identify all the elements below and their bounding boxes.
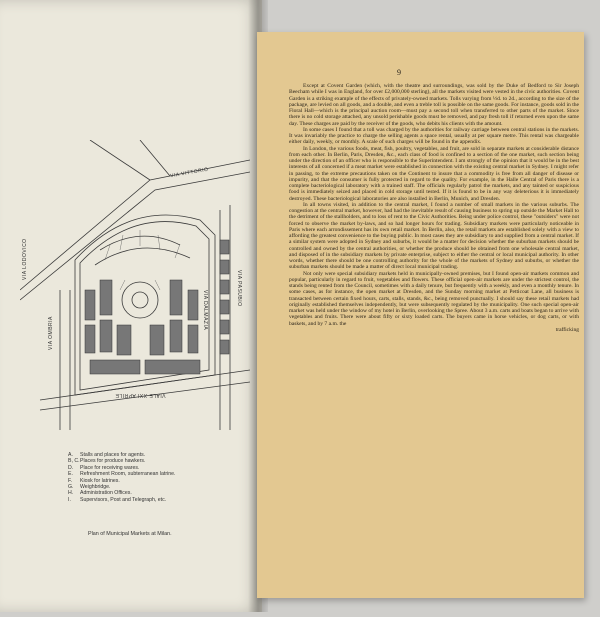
map-caption: Plan of Municipal Markets at Milan. xyxy=(88,531,172,537)
street-label: VIA LODOVICO xyxy=(22,238,28,280)
market-plan-drawing xyxy=(20,140,250,430)
paragraph: Not only were special subsidiary markets held in municipally-owned premises, but I found open-air markets common and popular, particularly in regard to fruit, vegetables and flowers. These official open-air markets are under the strictest control, the stands being rented from the Council, sometimes with a daily tenure, but frequently with a weekly, and even a monthly tenure. In some cases, as for instance, the open market at Dresden, and the Sunday morning market at Petticoat Lane, all business is transacted between certain fixed hours, carts, stalls, stands, &c., being removed punctually. I should say these retail markets had originally established themselves independently, but were subsequently regulated by the municipality. One such special open-air market was held under the window of my hotel in Berlin, overlooking the Spree. About 3 a.m. carts and boats began to arrive with vegetables and fruits. There were about fifty or sixty loaded carts. The buyers came in horse vehicles, or dog carts, or with baskets, and by 7 a.m. the xyxy=(289,270,579,327)
paragraph: Except at Covent Garden (which, with the theatre and surroundings, was sold by the Duke of Bedford to Sir Joseph Beecham while I was in England, for over £2,000,000 sterling), all the markets visited were vested in the civic authorities. Covent Garden is a striking example of the effects of privately-owned markets. Tolls varying from ½d. to 2d., according to the size of the package, are levied on all goods, and a double, and even a treble toll is possible on the same goods. For instance, goods sold in the Floral Hall—which is the principal auction room—must pay a second toll when transferred to other parts of the market. Since there is no cold storage attached, any unsold perishable goods must be removed, and pay fresh toll if returned even upon the same day. These charges are paid by the receiver of the goods, who debits his clients with the amount. xyxy=(289,83,579,127)
body-text xyxy=(289,83,579,583)
paragraph: In all towns visited, in addition to the central market, I found a number of small markets in the various suburbs. The congestion at the central market, however, had had the inevitable result of causing business to spring up outside the Market Hall to the detriment of the stallholders, and to loss of rent to the Civic Authorities. Being under police control, these "outsiders" were not forced to observe the market by-laws, and so had longer hours for trading. Subsidiary markets were particularly noticeable in Paris where each arrondissement has its own retail market. In Berlin, also, the retail markets are established solely with a view to affording the greatest convenience to the buying public. In most cases they are subsidiary to and supplied from a central market. If a similar system were adopted in Sydney and suburbs, it would be a matter for decision whether the suburban markets should be controlled and owned by the central authorities, or whether the produce should be obtained from one wholesale central market, and disposed of in the subsidiary markets by private enterprise, subject to either the central or local municipal authority. In other words, whether there should be one controlling authority for the whole of the markets of Sydney and suburbs, or whether the suburban markets should be made a matter of direct local municipal trading. xyxy=(289,201,579,271)
street-label: VIA DALMAZIA xyxy=(202,290,208,331)
legend-row: B, C. Places for produce hawkers. xyxy=(68,458,146,465)
street-label: VIA PASUBIO xyxy=(236,270,242,307)
legend-row: E. Refreshment Room, subterranean latrine. xyxy=(68,471,176,478)
paragraph: In London, the various foods, meat, fish, poultry, vegetables, and fruit, are sold in separate markets at considerable distance from each other. In Berlin, Paris, Dresden, &c., each class of food is confined to a section of the one market, such section being under the direction of an officer who is responsible to the Superintendent. I am strongly of the opinion that it would be in the best interests of all concerned if a meat market were established in connection with the existing central market in Sydney. I might refer in passing, to the extreme precautions taken on the Continent to insure that a commodity is free from all danger of disease or impurity, and that the consumer is fully protected in regard to the quality. For example, in the Halle Central of Paris there is a complete bacteriological laboratory with a trained staff. The officials regularly patrol the markets, and any tainted or suspicious food is immediately seized and placed in cold storage until tested. If it is found to be in any way deleterious it is immediately destroyed. These bacteriological laboratories are also installed in Berlin, Munich, and Dresden. xyxy=(289,145,579,202)
right-page xyxy=(257,32,584,598)
street-label: VIA VITTORIO xyxy=(169,166,209,180)
legend-row: G. Weighbridge. xyxy=(68,484,111,491)
left-page xyxy=(0,0,262,612)
page-number: 9 xyxy=(397,68,401,77)
catchword: trafficking xyxy=(555,326,579,333)
map-legend xyxy=(68,452,248,503)
market-plan-map xyxy=(20,140,250,430)
legend-row: D. Place for receiving wares. xyxy=(68,464,140,471)
legend-row: A. Stalls and places for agents. xyxy=(68,452,146,458)
legend-row: F. Kiosk for latrines. xyxy=(68,477,120,484)
legend-row: I. Supervisors, Post and Telegraph, etc. xyxy=(68,496,167,503)
street-label: VIA OMBRIA xyxy=(48,316,54,350)
paragraph: In some cases I found that a toll was charged by the authorities for railway carriage between central stations in the markets. It was invariably the practice to charge the selling agents a space rental, usually at per square metre. This rental was chargeable either daily, weekly, or monthly. A scale of such charges will be found in the appendix. xyxy=(289,126,579,146)
legend-row: H. Administration Offices. xyxy=(68,490,132,497)
street-label: VIALE XXI APRILE xyxy=(115,392,166,398)
